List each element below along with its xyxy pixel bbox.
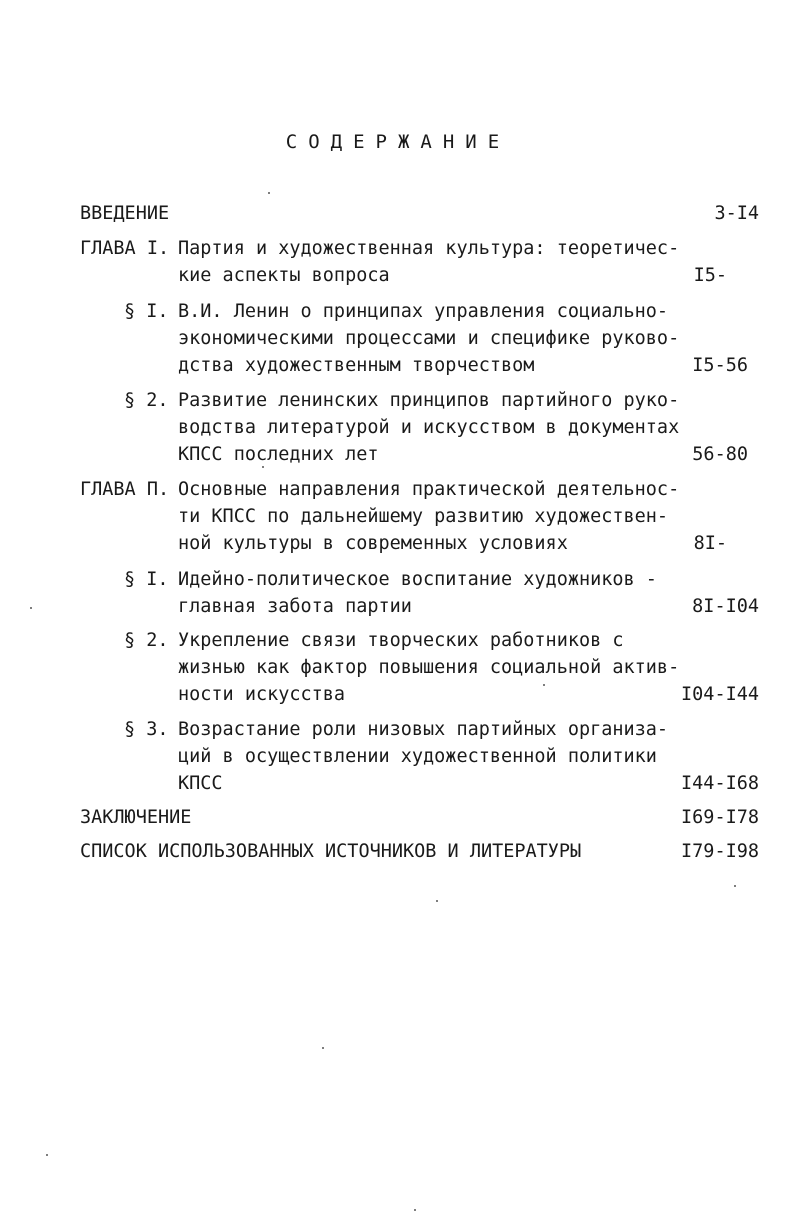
toc-pages-section-1-1: I5-56	[692, 355, 748, 376]
toc-section-2-2-label: § 2.	[124, 630, 169, 651]
toc-section-2-2-line: жизнью как фактор повышения социальной актив-	[178, 657, 680, 678]
toc-pages-section-2-2: I04-I44	[681, 684, 759, 705]
toc-section-1-2-line: водства литературой и искусством в документах	[178, 417, 680, 438]
toc-chapter-1-line: кие аспекты вопроса	[178, 265, 390, 286]
toc-pages-introduction: 3-I4	[714, 203, 759, 224]
toc-section-1-1-line: В.И. Ленин о принципах управления социально-	[178, 301, 669, 322]
toc-section-2-2-line: ности искусства	[178, 684, 346, 705]
toc-section-2-3-line: Возрастание роли низовых партийных организа-	[178, 719, 669, 740]
toc-section-1-2-line: Развитие ленинских принципов партийного руко-	[178, 390, 680, 411]
scan-speck	[414, 1209, 416, 1211]
toc-section-2-3-label: § 3.	[124, 719, 169, 740]
scan-speck	[543, 684, 545, 686]
toc-section-2-3-line: КПСС	[178, 773, 223, 794]
toc-chapter-2-line: ной культуры в современных условиях	[178, 533, 568, 554]
toc-section-1-2-label: § 2.	[124, 390, 169, 411]
scan-speck	[734, 885, 736, 887]
toc-entry-conclusion: ЗАКЛЮЧЕНИЕ	[80, 807, 192, 828]
toc-pages-chapter-2: 8I-	[693, 533, 727, 554]
page-title: СОДЕРЖАНИЕ	[285, 131, 511, 153]
toc-chapter-2-label: ГЛАВА П.	[80, 479, 170, 500]
toc-section-2-3-line: ций в осуществлении художественной политики	[178, 746, 657, 767]
scan-speck	[268, 192, 270, 194]
toc-chapter-1-line: Партия и художественная культура: теоретичес-	[178, 238, 680, 259]
toc-section-1-1-line: экономическими процессами и специфике руково-	[178, 328, 680, 349]
toc-section-2-2-line: Укрепление связи творческих работников с	[178, 630, 624, 651]
toc-pages-section-2-1: 8I-I04	[692, 596, 759, 617]
toc-section-2-1-line: главная забота партии	[178, 596, 412, 617]
toc-pages-section-1-2: 56-80	[692, 444, 748, 465]
toc-entry-bibliography: СПИСОК ИСПОЛЬЗОВАННЫХ ИСТОЧНИКОВ И ЛИТЕРАТУРЫ	[80, 841, 582, 862]
toc-pages-section-2-3: I44-I68	[681, 773, 759, 794]
scan-speck	[46, 1154, 48, 1156]
scan-speck	[436, 900, 438, 902]
toc-section-1-2-line: КПСС последних лет	[178, 444, 379, 465]
scan-speck	[30, 607, 32, 609]
toc-pages-bibliography: I79-I98	[681, 841, 759, 862]
toc-section-2-1-label: § I.	[124, 569, 169, 590]
scan-speck	[322, 1047, 324, 1049]
toc-section-1-1-label: § I.	[124, 301, 169, 322]
toc-chapter-2-line: Основные направления практической деятельнос-	[178, 479, 680, 500]
toc-section-2-1-line: Идейно-политическое воспитание художников -	[178, 569, 657, 590]
scan-speck	[262, 466, 264, 468]
toc-pages-chapter-1: I5-	[693, 265, 727, 286]
toc-entry-introduction: ВВЕДЕНИЕ	[80, 203, 170, 224]
toc-section-1-1-line: дства художественным творчеством	[178, 355, 535, 376]
toc-pages-conclusion: I69-I78	[681, 807, 759, 828]
toc-chapter-1-label: ГЛАВА I.	[80, 238, 170, 259]
toc-chapter-2-line: ти КПСС по дальнейшему развитию художествен-	[178, 506, 669, 527]
